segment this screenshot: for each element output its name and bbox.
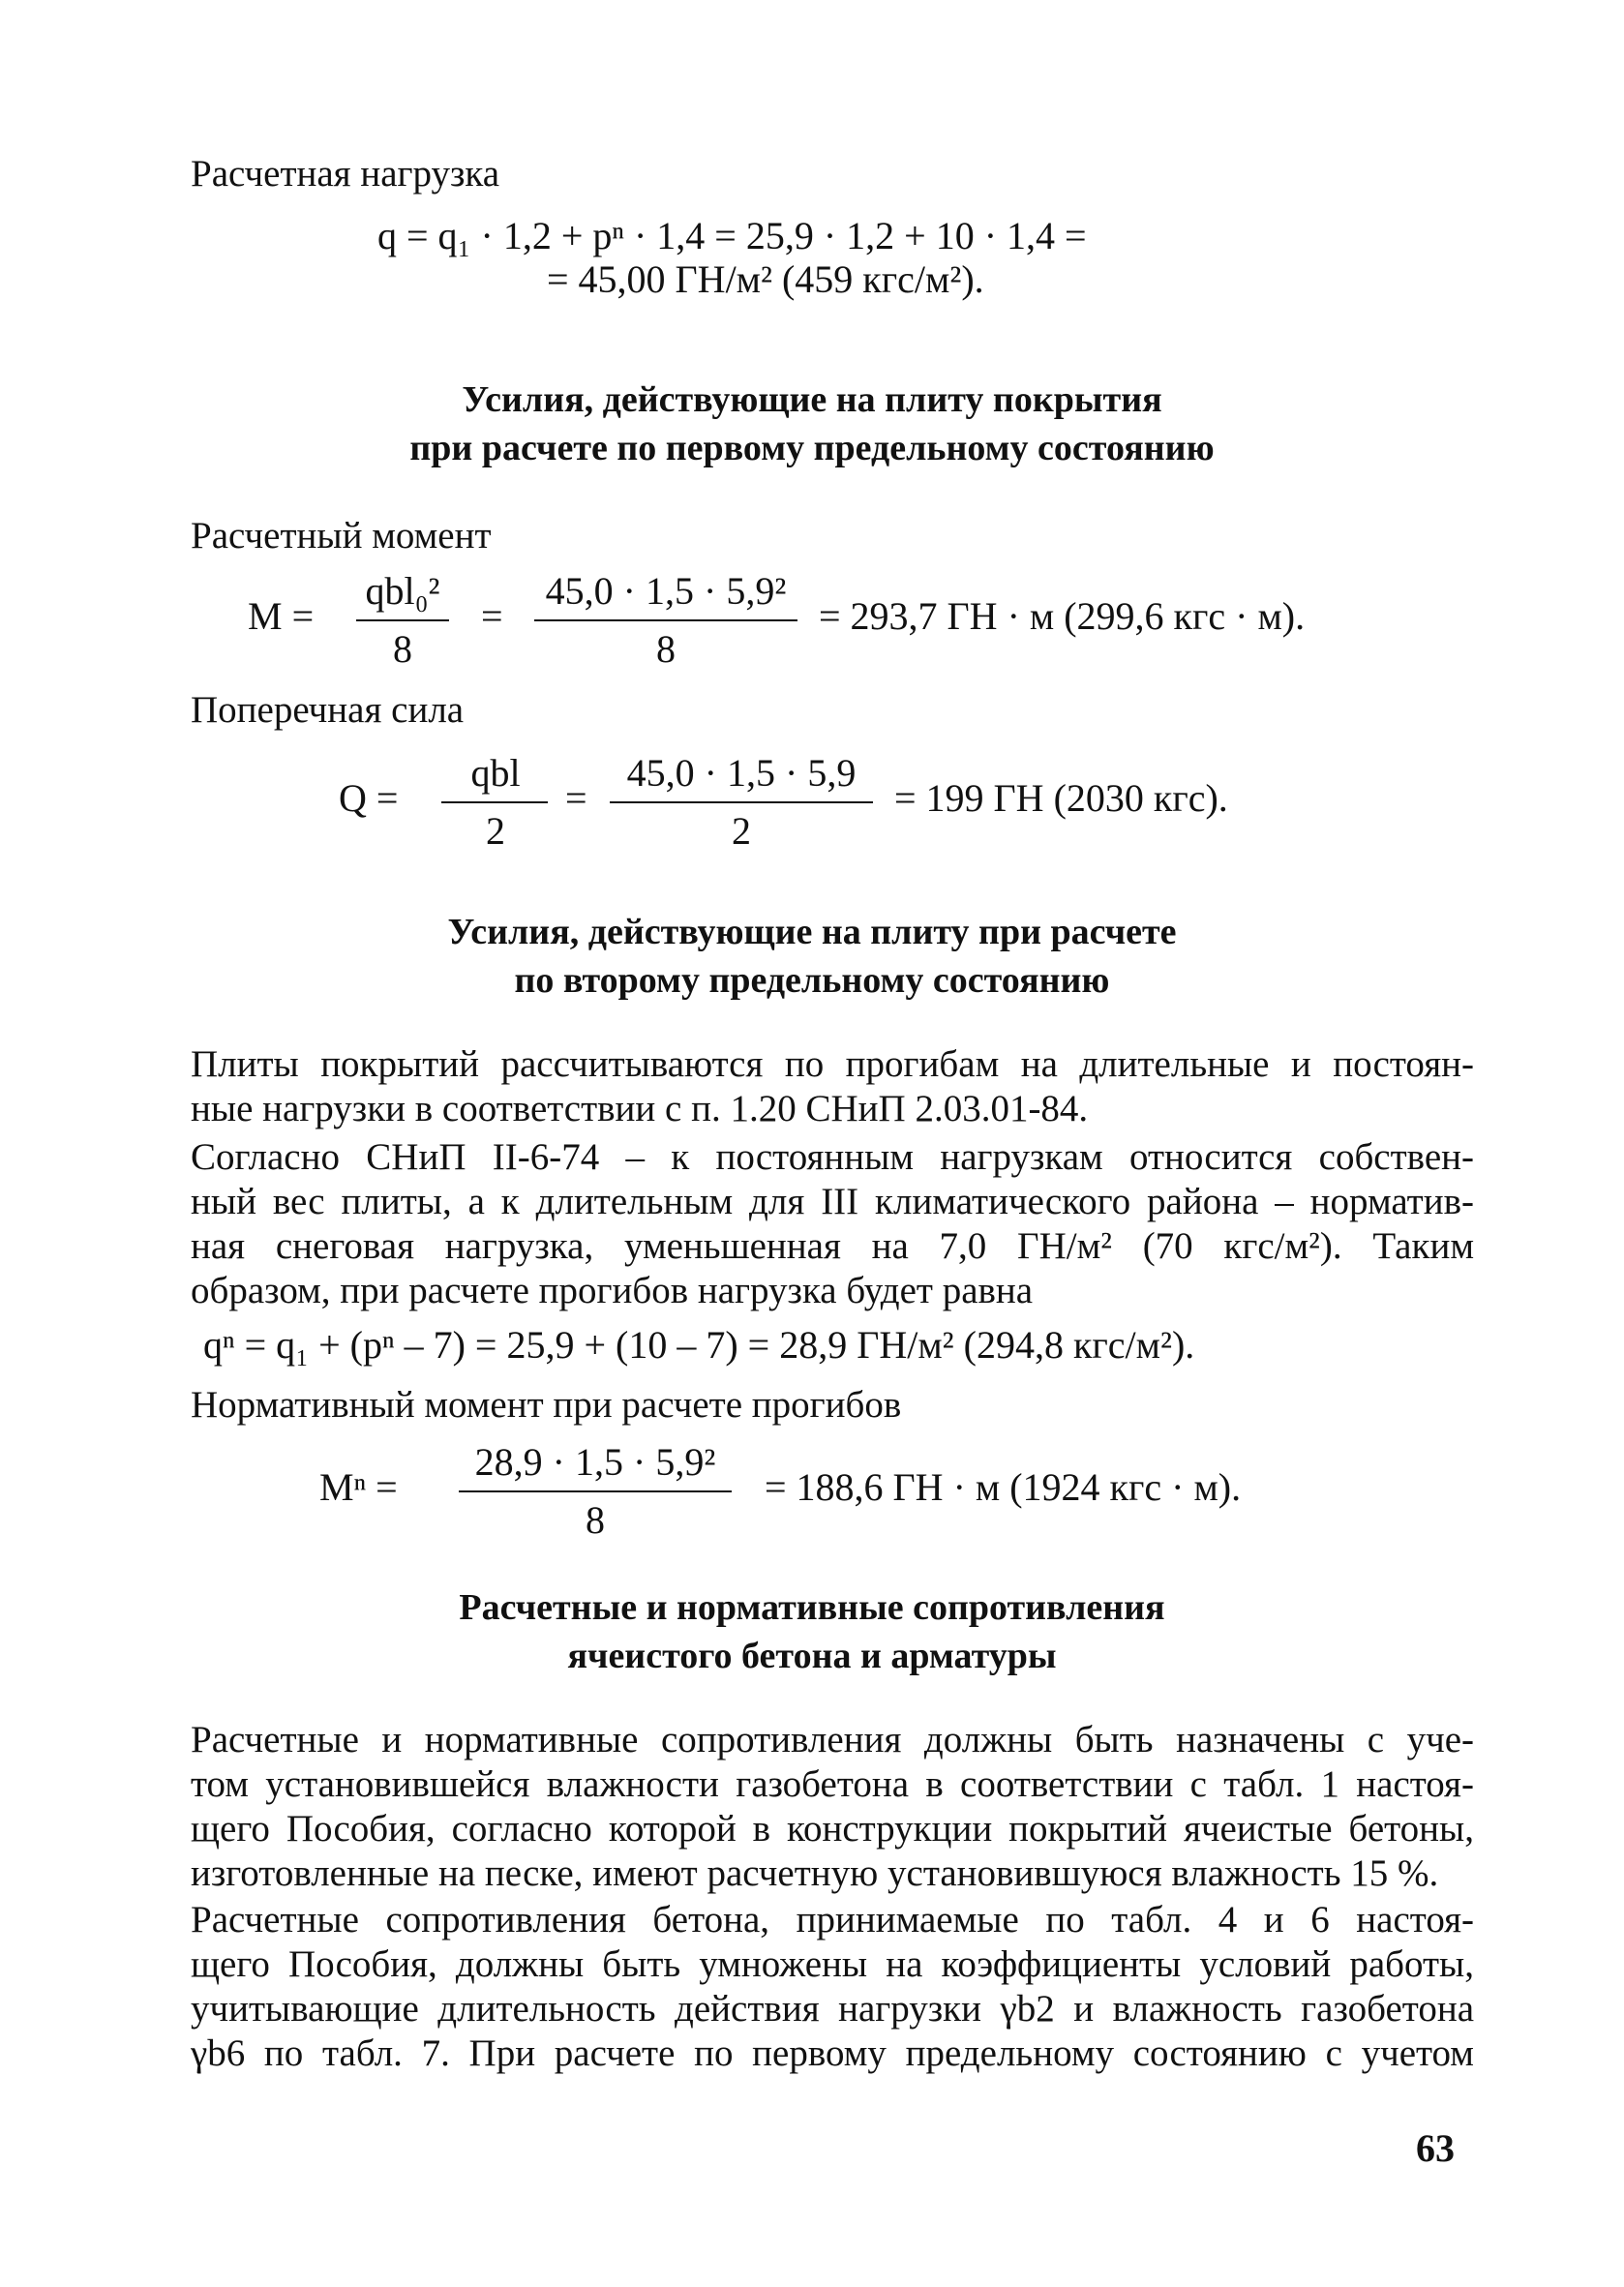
page-number: 63 (1416, 2126, 1455, 2170)
fraction-bar (356, 619, 449, 621)
equals-sign: = (481, 594, 503, 638)
section-heading-2-line1: Усилия, действующие на плиту при расчете (447, 912, 1177, 952)
para2-line1: Согласно СНиП II-6-74 – к постоянным нагрузкам относится собствен- (191, 1136, 1474, 1178)
shear-label: Поперечная сила (191, 689, 465, 731)
moment-label: Расчетный момент (191, 515, 492, 557)
para1-line1: Плиты покрытий рассчитываются по прогибам на длительные и постоян- (191, 1043, 1474, 1085)
fraction-bar (441, 801, 548, 803)
norm-moment-lhs: Mⁿ = (319, 1465, 398, 1509)
moment-numerator-symbolic: qbl₀² (365, 569, 440, 613)
para3-line3: щего Пособия, согласно которой в конструкции покрытий ячеистые бетоны, (191, 1808, 1474, 1850)
load-equation-line2: = 45,00 ГН/м² (459 кгс/м²). (547, 257, 984, 301)
moment-denominator-numeric: 8 (656, 627, 676, 671)
para3-line1: Расчетные и нормативные сопротивления должны быть назначены с уче- (191, 1719, 1474, 1760)
equals-sign: = (565, 776, 587, 820)
calc-load-label: Расчетная нагрузка (191, 153, 500, 195)
para1-line2: ные нагрузки в соответствии с п. 1.20 СНиП 2.03.01-84. (191, 1088, 1089, 1129)
para4-line2: щего Пособия, должны быть умножены на коэффициенты условий работы, (191, 1943, 1474, 1985)
load-equation-line1: q = q₁ · 1,2 + pⁿ · 1,4 = 25,9 · 1,2 + 10 · 1,4 = (377, 214, 1087, 257)
para4-line1: Расчетные сопротивления бетона, принимаемые по табл. 4 и 6 настоя- (191, 1899, 1474, 1941)
shear-lhs: Q = (339, 776, 399, 820)
section-heading-1-line1: Усилия, действующие на плиту покрытия (462, 379, 1162, 420)
norm-moment-denominator: 8 (586, 1498, 605, 1542)
shear-numerator-numeric: 45,0 · 1,5 · 5,9 (626, 751, 857, 795)
norm-moment-numerator: 28,9 · 1,5 · 5,9² (474, 1440, 716, 1484)
shear-result: = 199 ГН (2030 кгс). (894, 776, 1228, 820)
qn-equation: qⁿ = q₁ + (pⁿ – 7) = 25,9 + (10 – 7) = 28,9 ГН/м² (294,8 кгс/м²). (203, 1323, 1195, 1367)
section-heading-2-line2: по второму предельному состоянию (514, 960, 1110, 1001)
fraction-bar (610, 801, 873, 803)
fraction-bar (534, 619, 797, 621)
para4-line3: учитывающие длительность действия нагрузки γb2 и влажность газобетона (191, 1988, 1474, 2030)
para3-line4: изготовленные на песке, имеют расчетную установившуюся влажность 15 %. (191, 1852, 1439, 1894)
fraction-bar (459, 1490, 732, 1492)
moment-numerator-numeric: 45,0 · 1,5 · 5,9² (545, 569, 787, 613)
section-heading-1-line2: при расчете по первому предельному состоянию (409, 428, 1215, 468)
shear-numerator-symbolic: qbl (470, 751, 521, 795)
moment-lhs: M = (248, 594, 315, 638)
norm-moment-label: Нормативный момент при расчете прогибов (191, 1384, 902, 1426)
norm-moment-result: = 188,6 ГН · м (1924 кгс · м). (765, 1465, 1242, 1509)
para2-line3: ная снеговая нагрузка, уменьшенная на 7,0 ГН/м² (70 кгс/м²). Таким (191, 1225, 1474, 1267)
para2-line4: образом, при расчете прогибов нагрузка будет равна (191, 1270, 1034, 1311)
para4-line4: γb6 по табл. 7. При расчете по первому предельному состоянию с учетом (191, 2032, 1474, 2074)
para2-line2: ный вес плиты, а к длительным для III климатического района – норматив- (191, 1181, 1474, 1222)
moment-result: = 293,7 ГН · м (299,6 кгс · м). (819, 594, 1306, 638)
shear-denominator-numeric: 2 (732, 809, 751, 853)
para3-line2: том установившейся влажности газобетона в соответствии с табл. 1 настоя- (191, 1763, 1474, 1805)
section-heading-3-line2: ячеистого бетона и арматуры (567, 1636, 1057, 1676)
shear-denominator-symbolic: 2 (486, 809, 505, 853)
moment-denominator-symbolic: 8 (393, 627, 412, 671)
section-heading-3-line1: Расчетные и нормативные сопротивления (459, 1587, 1165, 1628)
